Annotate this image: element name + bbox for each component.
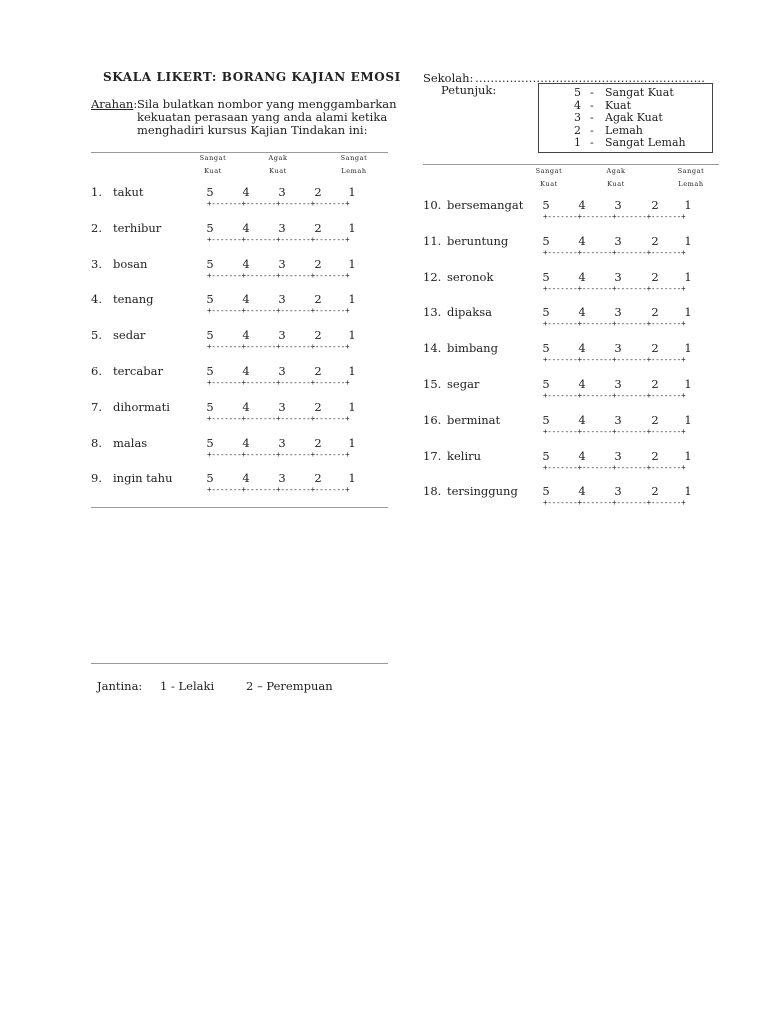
scale-option-3[interactable]: 3 [278, 185, 286, 199]
item-number: 3. [91, 256, 102, 271]
scale-option-5[interactable]: 5 [542, 198, 550, 212]
header-text: Kuat [269, 167, 287, 175]
item-emotion-word: beruntung [447, 233, 509, 248]
likert-item-row [91, 292, 391, 316]
legend-text: Lemah [605, 123, 643, 137]
scale-option-4[interactable]: 4 [578, 341, 586, 356]
item-emotion-word: segar [447, 377, 480, 391]
scale-option-2[interactable]: 2 [314, 435, 322, 450]
instruction-label-text: Arahan [91, 97, 134, 111]
scale-option-5[interactable]: 5 [542, 233, 550, 248]
scale-option-2[interactable]: 2 [314, 328, 322, 343]
item-emotion-word: dipaksa [447, 305, 492, 320]
likert-item-row [91, 256, 391, 280]
school-label: Sekolah: [423, 71, 474, 85]
scale-option-3[interactable]: 3 [278, 220, 286, 235]
likert-item-row [423, 198, 723, 221]
scale-line: +-------+-------+-------+-------+ [207, 342, 350, 352]
item-emotion-word: seronok [447, 269, 494, 284]
scale-option-2[interactable]: 2 [651, 377, 659, 391]
scale-line: +-------+-------+-------+-------+ [207, 378, 350, 387]
scale-option-4[interactable]: 4 [578, 484, 586, 499]
school-field[interactable]: …………………………………………………… [475, 71, 705, 85]
item-emotion-word: bersemangat [447, 198, 524, 212]
item-number: 6. [91, 364, 102, 378]
scale-option-4[interactable]: 4 [242, 256, 250, 271]
scale-option-1[interactable]: 1 [684, 269, 692, 284]
scale-option-4[interactable]: 4 [242, 471, 250, 486]
scale-line: +-------+-------+-------+-------+ [543, 391, 686, 400]
likert-item-row [91, 220, 391, 244]
scale-option-3[interactable]: 3 [278, 399, 286, 414]
instruction-line-3: menghadiri kursus Kajian Tindakan ini: [137, 123, 368, 137]
scale-option-5[interactable]: 5 [542, 269, 550, 284]
likert-item-row [91, 328, 391, 352]
scale-line: +-------+-------+-------+-------+ [543, 426, 686, 436]
scale-option-3[interactable]: 3 [278, 364, 286, 378]
instruction-label: Arahan: [91, 97, 138, 111]
scale-option-4[interactable]: 4 [578, 412, 586, 427]
scale-option-1[interactable]: 1 [348, 292, 356, 307]
scale-option-5[interactable]: 5 [206, 328, 214, 343]
scale-line: +-------+-------+-------+-------+ [207, 306, 350, 316]
legend-number: 2 [574, 123, 581, 137]
left-header-sangat-lemah [334, 152, 374, 178]
scale-option-2[interactable]: 2 [314, 256, 322, 271]
item-number: 11. [423, 233, 442, 248]
gender-label: Jantina: [97, 679, 143, 693]
scale-option-1[interactable]: 1 [684, 341, 692, 356]
scale-option-3[interactable]: 3 [278, 292, 286, 307]
likert-item-row [423, 233, 723, 257]
gender-rule [91, 663, 388, 664]
likert-item-row [423, 448, 723, 472]
item-number: 14. [423, 341, 442, 356]
item-number: 12. [423, 269, 442, 284]
left-bottom-rule [91, 507, 388, 508]
left-header-agak-kuat [258, 152, 298, 178]
header-text: Kuat [540, 180, 558, 188]
scale-option-2[interactable]: 2 [314, 399, 322, 414]
scale-option-4[interactable]: 4 [578, 377, 586, 391]
legend-dash: - [590, 98, 594, 112]
scale-option-4[interactable]: 4 [242, 220, 250, 235]
scale-option-3[interactable]: 3 [614, 305, 622, 320]
instruction-line-2: kekuatan perasaan yang anda alami ketika [137, 110, 388, 124]
scale-option-2[interactable]: 2 [651, 341, 659, 356]
item-emotion-word: malas [113, 435, 148, 450]
legend-number: 4 [574, 98, 581, 112]
item-emotion-word: keliru [447, 448, 482, 463]
scale-line: +-------+-------+-------+-------+ [543, 462, 686, 472]
scale-option-5[interactable]: 5 [206, 471, 214, 486]
scale-option-1[interactable]: 1 [348, 328, 356, 343]
scale-option-4[interactable]: 4 [242, 185, 250, 199]
header-text: Kuat [204, 167, 222, 175]
likert-item-row [91, 185, 391, 208]
scale-option-3[interactable]: 3 [614, 448, 622, 463]
legend-dash: - [590, 111, 594, 124]
item-number: 1. [91, 185, 102, 199]
right-header-sangat-lemah [671, 165, 711, 191]
scale-option-1[interactable]: 1 [348, 435, 356, 450]
header-text: Sangat [340, 154, 368, 162]
scale-option-3[interactable]: 3 [614, 341, 622, 356]
header-text: Sangat [677, 167, 705, 175]
item-number: 15. [423, 377, 442, 391]
scale-option-2[interactable]: 2 [651, 412, 659, 427]
scale-option-4[interactable]: 4 [242, 364, 250, 378]
scale-line: +-------+-------+-------+-------+ [207, 234, 350, 244]
scale-option-4[interactable]: 4 [242, 328, 250, 343]
item-emotion-word: bosan [113, 256, 148, 271]
item-number: 13. [423, 305, 442, 320]
scale-line: +-------+-------+-------+-------+ [207, 449, 350, 459]
likert-item-row [91, 364, 391, 387]
scale-option-4[interactable]: 4 [578, 198, 586, 212]
item-number: 17. [423, 448, 442, 463]
scale-option-4[interactable]: 4 [578, 305, 586, 320]
scale-option-2[interactable]: 2 [651, 448, 659, 463]
item-emotion-word: tercabar [113, 364, 163, 378]
legend-number: 3 [574, 111, 581, 124]
scale-option-5[interactable]: 5 [206, 256, 214, 271]
likert-item-row [423, 412, 723, 436]
scale-option-3[interactable]: 3 [614, 484, 622, 499]
item-number: 16. [423, 412, 442, 427]
scale-option-5[interactable]: 5 [542, 377, 550, 391]
likert-item-row [423, 377, 723, 400]
gender-option-female[interactable]: 2 – Perempuan [246, 679, 333, 693]
scale-option-5[interactable]: 5 [206, 220, 214, 235]
header-text: Agak [606, 167, 626, 175]
scale-option-1[interactable]: 1 [684, 412, 692, 427]
item-number: 8. [91, 435, 102, 450]
item-emotion-word: tenang [113, 292, 154, 307]
legend-text: Sangat Kuat [605, 86, 674, 99]
header-text: Sangat [535, 167, 563, 175]
legend-text: Sangat Lemah [605, 136, 686, 149]
likert-item-row [423, 269, 723, 293]
scale-option-1[interactable]: 1 [348, 220, 356, 235]
scale-option-1[interactable]: 1 [684, 233, 692, 248]
instruction-line-1: Sila bulatkan nombor yang menggambarkan [137, 97, 397, 111]
item-number: 2. [91, 220, 102, 235]
legend-number: 1 [574, 136, 581, 149]
scale-option-1[interactable]: 1 [348, 364, 356, 378]
scale-option-1[interactable]: 1 [684, 305, 692, 320]
likert-item-row [91, 399, 391, 423]
scale-option-5[interactable]: 5 [542, 305, 550, 320]
scale-line: +-------+-------+-------+-------+ [543, 355, 686, 365]
scale-option-2[interactable]: 2 [651, 269, 659, 284]
header-text: Lemah [678, 180, 704, 188]
scale-option-2[interactable]: 2 [651, 198, 659, 212]
legend-dash: - [590, 123, 594, 137]
header-text: Lemah [341, 167, 367, 175]
scale-option-4[interactable]: 4 [242, 399, 250, 414]
scale-option-1[interactable]: 1 [348, 399, 356, 414]
scale-option-1[interactable]: 1 [348, 185, 356, 199]
scale-line: +-------+-------+-------+-------+ [207, 270, 350, 280]
scale-option-1[interactable]: 1 [348, 256, 356, 271]
scale-option-5[interactable]: 5 [542, 484, 550, 499]
scale-option-2[interactable]: 2 [314, 292, 322, 307]
scale-option-2[interactable]: 2 [314, 220, 322, 235]
legend-box [538, 83, 713, 153]
scale-line: +-------+-------+-------+-------+ [543, 319, 686, 329]
left-header-sangat-kuat [193, 152, 233, 178]
scale-option-5[interactable]: 5 [206, 435, 214, 450]
scale-option-1[interactable]: 1 [684, 448, 692, 463]
scale-option-2[interactable]: 2 [314, 185, 322, 199]
item-emotion-word: dihormati [113, 399, 170, 414]
scale-option-3[interactable]: 3 [614, 412, 622, 427]
scale-option-1[interactable]: 1 [684, 484, 692, 499]
scale-option-5[interactable]: 5 [206, 185, 214, 199]
item-emotion-word: sedar [113, 328, 146, 343]
scale-option-3[interactable]: 3 [614, 233, 622, 248]
item-number: 9. [91, 471, 102, 486]
scale-option-5[interactable]: 5 [206, 292, 214, 307]
scale-option-2[interactable]: 2 [651, 484, 659, 499]
scale-option-5[interactable]: 5 [206, 399, 214, 414]
likert-item-row [91, 471, 391, 495]
scale-line: +-------+-------+-------+-------+ [543, 498, 686, 508]
item-number: 7. [91, 399, 102, 414]
scale-line: +-------+-------+-------+-------+ [207, 413, 350, 423]
scale-option-5[interactable]: 5 [542, 412, 550, 427]
scale-option-2[interactable]: 2 [651, 233, 659, 248]
scale-option-4[interactable]: 4 [578, 269, 586, 284]
item-emotion-word: tersinggung [447, 484, 518, 499]
item-emotion-word: berminat [447, 412, 501, 427]
item-number: 4. [91, 292, 102, 307]
scale-option-5[interactable]: 5 [542, 341, 550, 356]
likert-item-row [423, 305, 723, 329]
scale-option-4[interactable]: 4 [242, 435, 250, 450]
right-header-sangat-kuat [529, 165, 569, 191]
scale-option-1[interactable]: 1 [348, 471, 356, 486]
scale-option-3[interactable]: 3 [278, 435, 286, 450]
legend-text: Agak Kuat [605, 111, 663, 124]
scale-line: +-------+-------+-------+-------+ [543, 247, 686, 257]
form-title: SKALA LIKERT: BORANG KAJIAN EMOSI [103, 70, 401, 84]
scale-line: +-------+-------+-------+-------+ [207, 485, 350, 495]
legend-text: Kuat [605, 98, 632, 112]
likert-item-row [91, 435, 391, 459]
scale-option-4[interactable]: 4 [578, 233, 586, 248]
gender-option-male[interactable]: 1 - Lelaki [160, 679, 215, 693]
header-text: Agak [268, 154, 288, 162]
scale-option-5[interactable]: 5 [206, 364, 214, 378]
item-emotion-word: ingin tahu [113, 471, 173, 486]
legend-label: Petunjuk: [441, 83, 497, 97]
likert-item-row [423, 341, 723, 365]
scale-option-2[interactable]: 2 [314, 471, 322, 486]
scale-option-2[interactable]: 2 [651, 305, 659, 320]
scale-option-5[interactable]: 5 [542, 448, 550, 463]
legend-dash: - [590, 136, 594, 149]
scale-option-2[interactable]: 2 [314, 364, 322, 378]
scale-option-1[interactable]: 1 [684, 198, 692, 212]
scale-option-4[interactable]: 4 [578, 448, 586, 463]
legend-number: 5 [574, 86, 581, 99]
item-number: 18. [423, 484, 442, 499]
scale-option-3[interactable]: 3 [278, 256, 286, 271]
scale-option-1[interactable]: 1 [684, 377, 692, 391]
scale-line: +-------+-------+-------+-------+ [543, 283, 686, 293]
header-text: Sangat [199, 154, 227, 162]
item-emotion-word: terhibur [113, 220, 162, 235]
scale-option-3[interactable]: 3 [278, 328, 286, 343]
header-text: Kuat [607, 180, 625, 188]
item-emotion-word: bimbang [447, 341, 498, 356]
scale-option-4[interactable]: 4 [242, 292, 250, 307]
scale-option-3[interactable]: 3 [614, 198, 622, 212]
item-number: 10. [423, 198, 442, 212]
scale-option-3[interactable]: 3 [278, 471, 286, 486]
scale-option-3[interactable]: 3 [614, 269, 622, 284]
legend-dash: - [590, 86, 594, 99]
scale-option-3[interactable]: 3 [614, 377, 622, 391]
scale-line: +-------+-------+-------+-------+ [207, 199, 350, 208]
likert-item-row [423, 484, 723, 508]
item-number: 5. [91, 328, 102, 343]
right-header-agak-kuat [596, 165, 636, 191]
scale-line: +-------+-------+-------+-------+ [543, 212, 686, 221]
item-emotion-word: takut [113, 185, 144, 199]
